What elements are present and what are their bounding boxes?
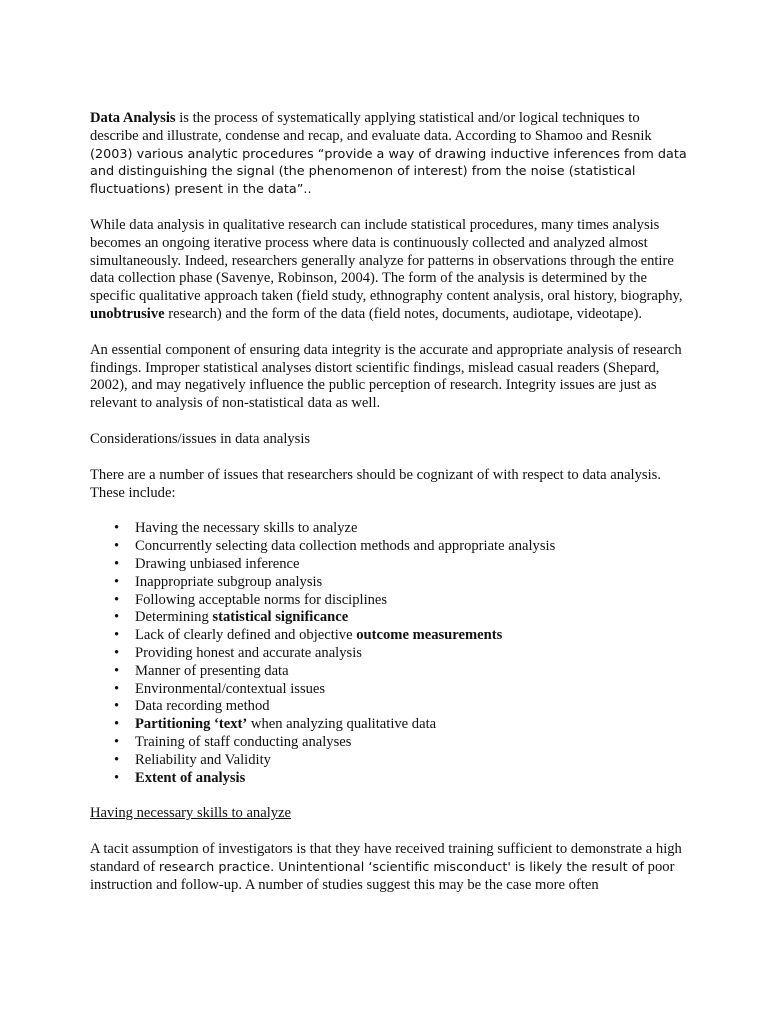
list-item: • Environmental/contextual issues — [114, 681, 690, 699]
qualitative-text-after: research) and the form of the data (field notes, documents, audiotape, videotape). — [164, 305, 642, 322]
paragraph-qualitative — [90, 217, 690, 324]
section-heading-skills: Having necessary skills to analyze — [90, 805, 292, 822]
list-item: • Following acceptable norms for disciplines — [114, 592, 690, 610]
shamoo-resnik-quote: (2003) various analytic procedures “provide a way of drawing inductive inferences from data and distinguishing the signal (the phenomenon of interest) from the noise (statistical fluctuations) present in the data”.. — [90, 146, 687, 198]
unobtrusive-bold: unobtrusive — [90, 305, 165, 322]
list-item: • Data recording method — [114, 698, 690, 716]
paragraph-skills — [90, 841, 690, 894]
issues-list — [90, 520, 690, 787]
list-item: • Providing honest and accurate analysis — [114, 645, 690, 663]
list-item: • Lack of clearly defined and objective outcome measurements — [114, 627, 690, 645]
list-item: • Drawing unbiased inference — [114, 556, 690, 574]
intro-text: is the process of systematically applying statistical and/or logical techniques to describe and illustrate, condense and recap, and evaluate data. According to Shamoo and Resnik — [90, 110, 652, 144]
skills-text-end: poor instruction and follow-up. A number of studies suggest this may be the case more often — [90, 858, 675, 893]
paragraph-integrity: An essential component of ensuring data integrity is the accurate and appropriate analysis of research findings. Improper statistical analyses distort scientific findings, mislead casual readers (Shepard, 2002), and may negatively influence the public perception of research. Integrity issues are just as relevant to analysis of non-statistical data as well. — [90, 341, 682, 412]
paragraph-issues-intro: There are a number of issues that researchers should be cognizant of with respect to data analysis. These include: — [90, 466, 661, 501]
section-heading-considerations: Considerations/issues in data analysis — [90, 430, 311, 447]
list-item: • Reliability and Validity — [114, 752, 690, 770]
term-data-analysis: Data Analysis — [90, 110, 176, 126]
list-item: • Concurrently selecting data collection methods and appropriate analysis — [114, 538, 690, 556]
list-item: • Determining statistical significance — [114, 609, 690, 627]
document-page — [90, 110, 690, 894]
list-item: • Partitioning ‘text’ when analyzing qualitative data — [114, 716, 690, 734]
paragraph-intro — [90, 110, 690, 199]
list-item: • Manner of presenting data — [114, 663, 690, 681]
skills-text-serif: A tacit assumption of investigators is that they have received training sufficient to demonstrate a high standard of — [90, 841, 682, 875]
list-item: • Having the necessary skills to analyze — [114, 520, 690, 538]
list-item: • Inappropriate subgroup analysis — [114, 574, 690, 592]
list-item: • Training of staff conducting analyses — [114, 734, 690, 752]
list-item: • Extent of analysis — [114, 770, 690, 788]
qualitative-text-before: While data analysis in qualitative research can include statistical procedures, many times analysis becomes an ongoing iterative process where data is continuously collected and analyzed almost simultaneously. Indeed, researchers generally analyze for patterns in observations through the entire data collection phase (Savenye, Robinson, 2004). The form of the analysis is determined by the specific qualitative approach taken (field study, ethnography content analysis, oral history, biography, — [90, 216, 683, 305]
skills-text-sans: research practice. Unintentional ‘scientific misconduct' is likely the result of — [158, 859, 645, 875]
